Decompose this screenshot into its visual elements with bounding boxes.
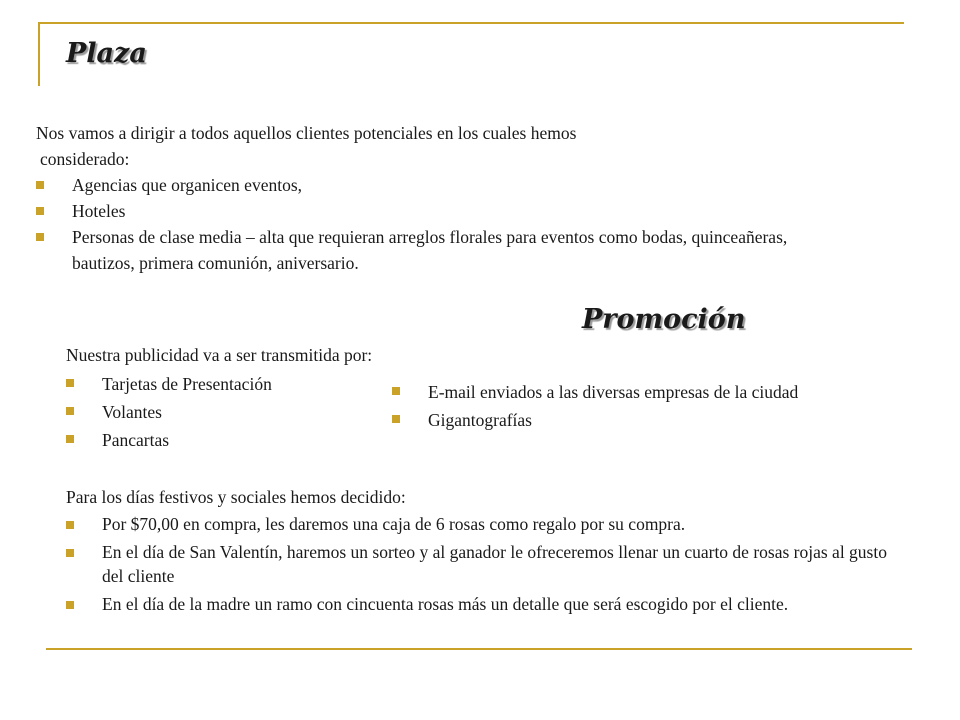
plaza-intro — [36, 120, 796, 172]
plaza-intro-line2: considerado: — [40, 149, 130, 169]
plaza-title: Plaza — [66, 38, 147, 69]
list-item: Por $70,00 en compra, les daremos una caja de 6 rosas como regalo por su compra. — [66, 512, 906, 536]
list-item: E-mail enviados a las diversas empresas de la ciudad — [392, 378, 912, 406]
top-divider — [40, 22, 904, 24]
list-item: Personas de clase media – alta que requieran arreglos florales para eventos como bodas, quinceañeras, bautizos, primera comunión, aniversario. — [36, 224, 816, 276]
festivos-list — [66, 512, 906, 620]
list-item: Pancartas — [66, 426, 366, 454]
list-item: En el día de la madre un ramo con cincuenta rosas más un detalle que será escogido por el cliente. — [66, 592, 906, 616]
list-item: En el día de San Valentín, haremos un sorteo y al ganador le ofreceremos llenar un cuarto de rosas rojas al gusto del cliente — [66, 540, 906, 588]
list-item: Volantes — [66, 398, 366, 426]
list-item: Gigantografías — [392, 406, 912, 434]
list-item: Hoteles — [36, 198, 816, 224]
festivos-heading: Para los días festivos y sociales hemos decidido: — [66, 487, 406, 507]
plaza-list — [36, 172, 816, 276]
bottom-divider — [46, 648, 912, 650]
left-divider — [38, 22, 40, 86]
publicidad-list-right — [392, 378, 912, 434]
plaza-intro-line1: Nos vamos a dirigir a todos aquellos clientes potenciales en los cuales hemos — [36, 123, 577, 143]
list-item: Agencias que organicen eventos, — [36, 172, 816, 198]
promocion-title: Promoción — [582, 304, 746, 335]
publicidad-heading: Nuestra publicidad va a ser transmitida por: — [66, 345, 373, 365]
list-item: Tarjetas de Presentación — [66, 370, 366, 398]
publicidad-list-left — [66, 370, 366, 454]
